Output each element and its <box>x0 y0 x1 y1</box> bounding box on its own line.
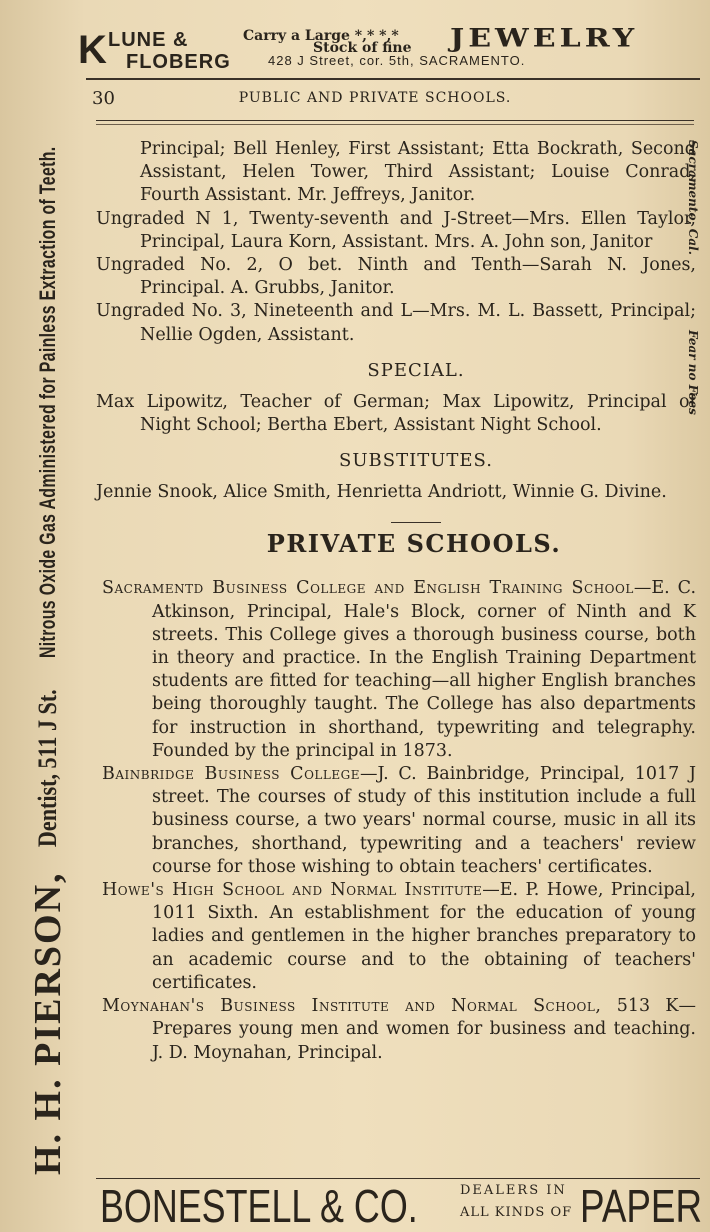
bottom-ad-rule <box>96 1178 700 1179</box>
side-advertisement <box>28 75 78 1175</box>
public-entry-continued: Principal; Bell Henley, First Assistant; Etta Bockrath, Second Assistant, Helen Tower, Third Assistant; Louise Conrad, Fourth Assistant. Mr. Jeffreys, Janitor. <box>140 139 696 206</box>
school-description: —E. P. Howe, Principal, 1011 Sixth. An establishment for the education of young ladies and gentlemen in the higher branches preparatory to an academic course and to the obtaining of teachers' certificates. <box>152 880 696 993</box>
top-ad-carry: Carry a Large *,* *,* <box>243 28 399 44</box>
bottom-ad-dealers: DEALERS IN <box>460 1183 567 1198</box>
side-ad-gas: Nitrous Oxide Gas Administered for Painless Extraction of Teeth. <box>35 146 60 658</box>
top-ad-address <box>268 54 525 67</box>
substitutes-entry: Jennie Snook, Alice Smith, Henrietta Andriott, Winnie G. Divine. <box>96 482 667 503</box>
substitutes-heading: SUBSTITUTES. <box>339 450 493 472</box>
school-name: Sacramentd Business College and English Training School <box>102 578 634 599</box>
public-entry-ungraded-1: Ungraded N 1, Twenty-seventh and J-Street—Mrs. Ellen Taylor, Principal, Laura Korn, Assistant. Mrs. A. John son, Janitor <box>96 208 696 252</box>
school-name: Bainbridge Business College <box>102 764 360 785</box>
running-head: PUBLIC AND PRIVATE SCHOOLS. <box>238 90 512 106</box>
right-margin-slug-sacramento: Sacramento, Cal. <box>686 140 700 255</box>
bottom-ad-paper: PAPER <box>580 1180 703 1232</box>
special-heading: SPECIAL. <box>367 359 465 381</box>
page-number: 30 <box>92 88 115 109</box>
school-description: —E. C. Atkinson, Principal, Hale's Block, corner of Ninth and K streets. This College gives a thorough business course, both in theory and practice. In the English Training Department students are fitted for teaching—all higher English branches being thoroughly taught. The College has also departments for instruction in shorthand, typewriting and telegraphy. Founded by the principal in 1873. <box>152 578 697 761</box>
private-school-entry <box>100 763 696 879</box>
section-divider <box>391 522 441 523</box>
bottom-ad-kinds: ALL KINDS OF <box>460 1205 573 1220</box>
top-ad-klune: LUNE & <box>108 29 189 51</box>
side-ad-dentist: Dentist, 511 J St. <box>33 689 62 848</box>
header-rule-secondary <box>96 124 694 125</box>
top-ad-rule <box>86 78 700 80</box>
special-entry: Max Lipowitz, Teacher of German; Max Lipowitz, Principal of Night School; Bertha Ebert, Assistant Night School. <box>96 391 696 436</box>
private-school-entry <box>100 577 696 763</box>
top-ad-initial: K <box>78 28 107 72</box>
school-name: Howe's High School and Normal Institute <box>102 880 483 901</box>
private-school-entry <box>100 879 696 995</box>
top-advertisement <box>78 24 698 74</box>
right-margin-slug-fear: Fear no Foes <box>686 330 700 415</box>
school-description: —J. C. Bainbridge, Principal, 1017 J street. The courses of study of this institution include a full business course, a two years' normal course, music in all its branches, shorthand, typewriting and a teachers' review course for those wishing to obtain teachers' certificates. <box>152 764 697 877</box>
header-rule <box>96 120 694 121</box>
side-ad-name: H. H. PIERSON, <box>27 871 69 1175</box>
bottom-ad-company: BONESTELL & CO. <box>100 1180 418 1232</box>
public-entry-ungraded-2: Ungraded No. 2, O bet. Ninth and Tenth—Sarah N. Jones, Principal. A. Grubbs, Janitor. <box>96 255 696 299</box>
page-content <box>96 138 696 1065</box>
private-schools-heading: PRIVATE SCHOOLS. <box>266 529 562 559</box>
school-name: Moynahan's Business Institute and Normal School, <box>102 996 602 1017</box>
school-description: 513 K—Prepares young men and women for business and teaching. J. D. Moynahan, Principal. <box>152 996 696 1063</box>
public-entry-ungraded-3: Ungraded No. 3, Nineteenth and L—Mrs. M. L. Bassett, Principal; Nellie Ogden, Assistant. <box>96 301 696 345</box>
top-ad-floberg: FLOBERG <box>126 51 231 73</box>
private-school-entry <box>100 995 696 1065</box>
top-ad-stock: Stock of fine <box>313 40 412 56</box>
top-ad-city: SACRAMENTO. <box>419 53 526 68</box>
top-ad-jewelry: JEWELRY <box>450 23 639 54</box>
top-ad-street: 428 J Street, cor. 5th, <box>268 53 415 68</box>
